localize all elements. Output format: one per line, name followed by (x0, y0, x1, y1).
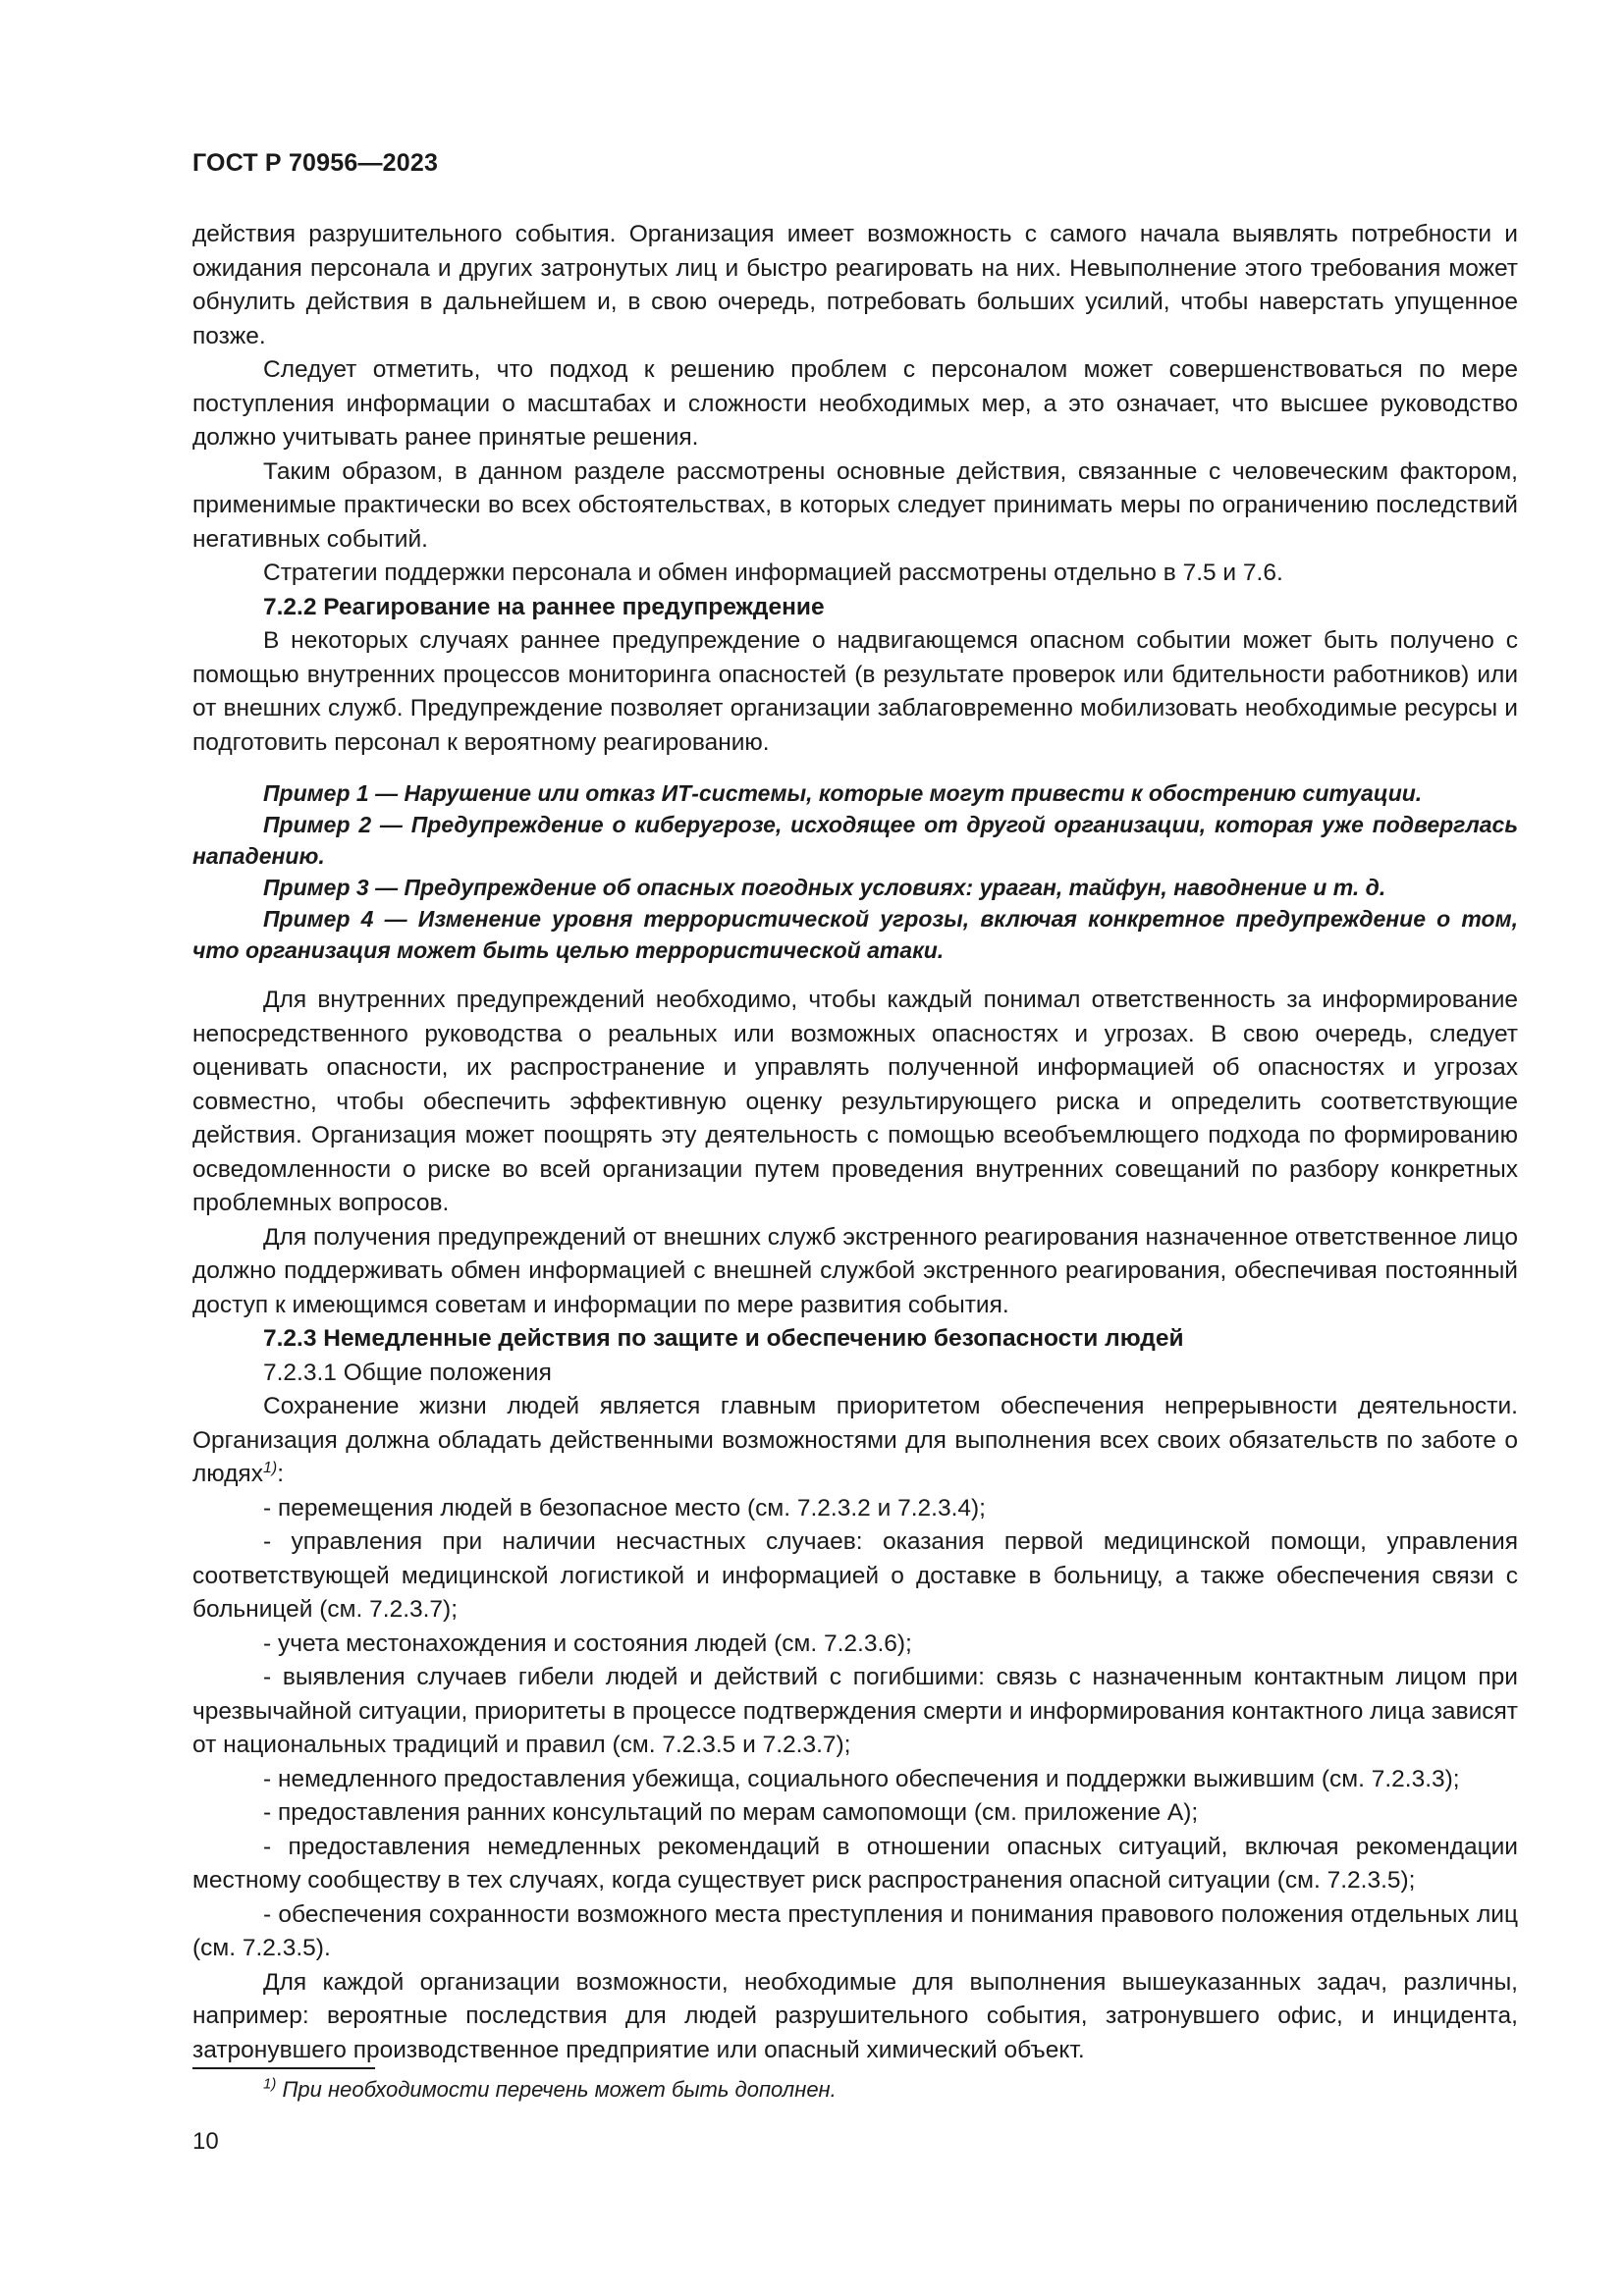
paragraph (192, 1898, 1518, 1966)
document-body (192, 218, 1518, 2067)
paragraph-text: Для внутренних предупреждений необходимо, чтобы каждый понимал ответственность за информирование непосредственного руководства о реальных или возможных опасностях и угрозах. В свою очередь, следует оценивать опасности, их распространение и управлять полученной информацией об опасностях и угрозах совместно, чтобы обеспечить эффективную оценку результирующего риска и определить соответствующие действия. Организация может поощрять эту деятельность с помощью всеобъемлющего подхода по формированию осведомленности о риске во всей организации путем проведения внутренних совещаний по разбору конкретных проблемных вопросов. (192, 987, 1518, 1216)
paragraph-text: Сохранение жизни людей является главным приоритетом обеспечения непрерывности деятельности. Организация должна обладать действенными возможностями для выполнения всех своих обязательств по заботе о людях (192, 1393, 1518, 1487)
paragraph-text: В некоторых случаях раннее предупреждение о надвигающемся опасном событии может быть получено с помощью внутренних процессов мониторинга опасностей (в результате проверок или бдительности работников) или от внешних служб. Предупреждение позволяет организации заблаговременно мобилизовать необходимые ресурсы и подготовить персонал к вероятному реагированию. (192, 627, 1518, 756)
paragraph-text: Пример 4 — Изменение уровня террористической угрозы, включая конкретное предупреждение о том, что организация может быть целью террористической атаки. (192, 906, 1518, 963)
example-paragraph (192, 872, 1518, 903)
paragraph (192, 1966, 1518, 2068)
paragraph-text: Стратегии поддержки персонала и обмен информацией рассмотрены отдельно в 7.5 и 7.6. (263, 560, 1283, 586)
document-header: ГОСТ Р 70956—2023 (192, 149, 439, 177)
paragraph (192, 1763, 1518, 1797)
paragraph (192, 1221, 1518, 1323)
paragraph-text: действия разрушительного события. Организация имеет возможность с самого начала выявлять потребности и ожидания персонала и других затронутых лиц и быстро реагировать на них. Невыполнение этого требования может обнулить действия в дальнейшем и, в свою очередь, потребовать больших усилий, чтобы наверстать упущенное позже. (192, 221, 1518, 349)
paragraph-text: - обеспечения сохранности возможного места преступления и понимания правового положения отдельных лиц (см. 7.2.3.5). (192, 1900, 1518, 1961)
footnote-reference: 1) (262, 1459, 278, 1476)
paragraph (192, 624, 1518, 760)
paragraph-text: Для каждой организации возможности, необходимые для выполнения вышеуказанных задач, различны, например: вероятные последствия для людей разрушительного события, затронувшего офис, и инцидента, затронувшего производственное предприятие или опасный химический объект. (192, 1968, 1518, 2063)
section-heading (192, 591, 1518, 625)
paragraph (192, 1525, 1518, 1628)
paragraph-text: - предоставления ранних консультаций по мерам самопомощи (см. приложение А); (263, 1799, 1199, 1826)
paragraph-text: 7.2.3 Немедленные действия по защите и обеспечению безопасности людей (263, 1325, 1184, 1352)
footnote (263, 2077, 837, 2103)
paragraph (192, 1492, 1518, 1526)
example-paragraph (192, 809, 1518, 872)
paragraph-text: - немедленного предоставления убежища, социального обеспечения и поддержки выжившим (см. 7.2.3.3); (263, 1765, 1460, 1792)
paragraph-text: - учета местонахождения и состояния людей (см. 7.2.3.6); (263, 1629, 912, 1657)
example-paragraph (192, 777, 1518, 809)
paragraph-text: Для получения предупреждений от внешних служб экстренного реагирования назначенное ответственное лицо должно поддерживать обмен информацией с внешней службой экстренного реагирования, обеспечивая постоянный доступ к имеющимся советам и информации по мере развития события. (192, 1223, 1518, 1318)
paragraph (192, 455, 1518, 558)
paragraph (192, 218, 1518, 353)
paragraph-text: Таким образом, в данном разделе рассмотрены основные действия, связанные с человеческим фактором, применимые практически во всех обстоятельствах, в которых следует принимать меры по ограничению последствий негативных событий. (192, 457, 1518, 553)
paragraph-tail: : (277, 1461, 284, 1487)
paragraph-text: 7.2.2 Реагирование на раннее предупреждение (263, 593, 825, 620)
paragraph (192, 984, 1518, 1221)
paragraph (192, 1831, 1518, 1898)
page-number: 10 (192, 2128, 219, 2155)
footnote-mark: 1) (263, 2075, 277, 2093)
paragraph-text: Пример 3 — Предупреждение об опасных погодных условиях: ураган, тайфун, наводнение и т. д. (263, 875, 1386, 900)
section-heading (192, 1322, 1518, 1357)
example-paragraph (192, 903, 1518, 966)
footnote-separator (192, 2067, 375, 2069)
paragraph (192, 353, 1518, 455)
paragraph (192, 1628, 1518, 1662)
paragraph-text: - предоставления немедленных рекомендаций в отношении опасных ситуаций, включая рекомендации местному сообществу в тех случаях, когда существует риск распространения опасной ситуации (см. 7.2.3.5); (192, 1833, 1518, 1894)
paragraph-text: Пример 1 — Нарушение или отказ ИТ-системы, которые могут привести к обострению ситуации. (263, 780, 1423, 806)
paragraph-text: - выявления случаев гибели людей и действий с погибшими: связь с назначенным контактным лицом при чрезвычайной ситуации, приоритеты в процессе подтверждения смерти и информирования контактного лица зависят от национальных традиций и правил (см. 7.2.3.5 и 7.2.3.7); (192, 1664, 1518, 1758)
paragraph (192, 1357, 1518, 1391)
paragraph (192, 1390, 1518, 1492)
paragraph-text: Следует отметить, что подход к решению проблем с персоналом может совершенствоваться по мере поступления информации о масштабах и сложности необходимых мер, а это означает, что высшее руководство должно учитывать ранее принятые решения. (192, 356, 1518, 451)
footnote-text: При необходимости перечень может быть дополнен. (282, 2077, 837, 2102)
paragraph-text: Пример 2 — Предупреждение о киберугрозе, исходящее от другой организации, которая уже подверглась нападению. (192, 812, 1518, 869)
paragraph (192, 1796, 1518, 1831)
paragraph-text: 7.2.3.1 Общие положения (263, 1359, 552, 1386)
paragraph (192, 557, 1518, 591)
paragraph (192, 1661, 1518, 1763)
paragraph-text: - перемещения людей в безопасное место (см. 7.2.3.2 и 7.2.3.4); (263, 1494, 986, 1522)
paragraph-text: - управления при наличии несчастных случаев: оказания первой медицинской помощи, управления соответствующей медицинской логистикой и информацией о доставке в больницу, а также обеспечения связи с больницей (см. 7.2.3.7); (192, 1528, 1518, 1623)
